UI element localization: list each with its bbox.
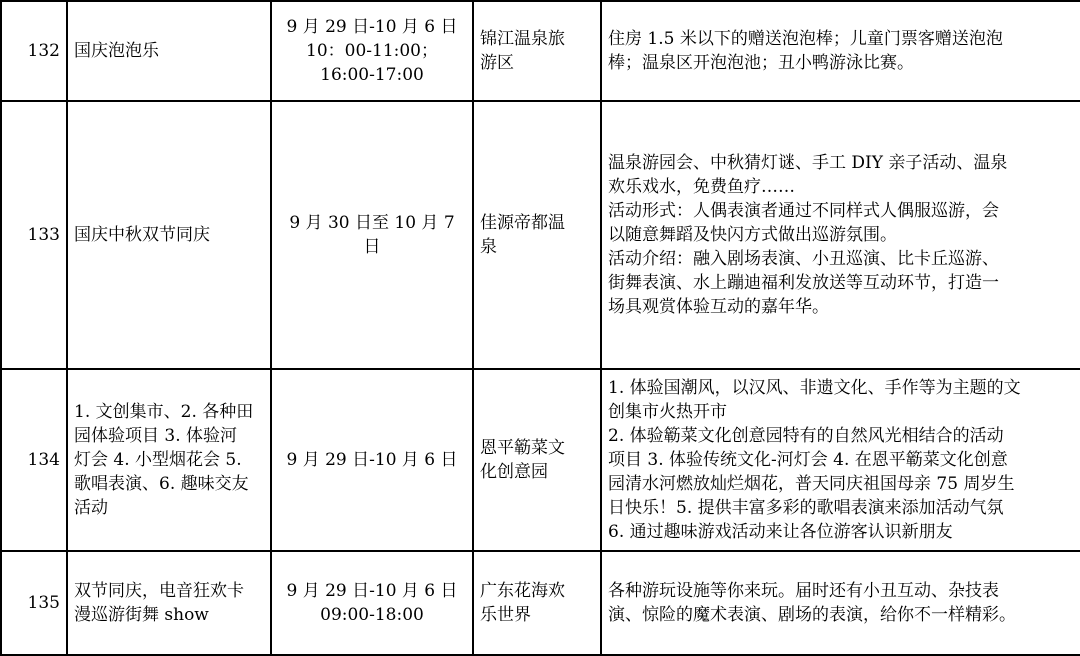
description-line: 场具观赏体验互动的嘉年华。 — [608, 297, 829, 317]
venue-cell — [473, 369, 601, 551]
table-row — [1, 1, 1080, 101]
venue-line: 化创意园 — [480, 462, 548, 482]
description-line: 项目 3. 体验传统文化-河灯会 4. 在恩平簕菜文化创意 — [608, 450, 1008, 470]
activity-name-line: 灯会 4. 小型烟花会 5. — [74, 450, 242, 470]
venue-cell — [473, 1, 601, 101]
activity-date-cell — [271, 551, 473, 655]
table-row — [1, 551, 1080, 655]
row-number: 134 — [27, 450, 60, 470]
activity-name-line: 活动 — [74, 498, 108, 518]
activity-date-line: 9 月 29 日-10 月 6 日 — [286, 581, 458, 601]
activity-name-line: 双节同庆，电音狂欢卡 — [74, 581, 244, 601]
activity-name-cell — [67, 551, 271, 655]
table-body — [1, 1, 1080, 655]
venue-line: 游区 — [480, 53, 514, 73]
description-cell — [601, 1, 1080, 101]
activity-name-line: 国庆中秋双节同庆 — [74, 225, 210, 245]
activity-name-line: 1. 文创集市、2. 各种田 — [74, 402, 254, 422]
description-line: 6. 通过趣味游戏活动来让各位游客认识新朋友 — [608, 522, 953, 542]
description-line: 欢乐戏水，免费鱼疗…… — [608, 177, 795, 197]
description-cell — [601, 551, 1080, 655]
description-line: 活动介绍：融入剧场表演、小丑巡演、比卡丘巡游、 — [608, 249, 999, 269]
activity-name-cell — [67, 369, 271, 551]
description-line: 园清水河燃放灿烂烟花，普天同庆祖国母亲 75 周岁生 — [608, 474, 1015, 494]
table-row — [1, 369, 1080, 551]
row-number-cell — [1, 101, 67, 369]
venue-line: 泉 — [480, 237, 497, 257]
description-line: 住房 1.5 米以下的赠送泡泡棒；儿童门票客赠送泡泡 — [608, 29, 1003, 49]
description-cell — [601, 369, 1080, 551]
row-number: 132 — [27, 41, 60, 61]
table-row — [1, 101, 1080, 369]
activity-date-line: 16:00-17:00 — [320, 65, 424, 85]
activity-name-line: 园体验项目 3. 体验河 — [74, 426, 238, 446]
activity-name-line: 漫巡游街舞 show — [74, 605, 209, 625]
activity-date-cell — [271, 101, 473, 369]
description-line: 各种游玩设施等你来玩。届时还有小丑互动、杂技表 — [608, 581, 999, 601]
activity-name-line: 国庆泡泡乐 — [74, 41, 159, 61]
activity-name-cell — [67, 1, 271, 101]
row-number-cell — [1, 369, 67, 551]
activity-date-line: 10：00-11:00； — [306, 41, 438, 61]
row-number-cell — [1, 1, 67, 101]
venue-line: 乐世界 — [480, 605, 531, 625]
activity-date-line: 09:00-18:00 — [320, 605, 424, 625]
row-number: 133 — [27, 225, 60, 245]
activity-date-line: 9 月 29 日-10 月 6 日 — [286, 17, 458, 37]
activity-name-cell — [67, 101, 271, 369]
row-number-cell — [1, 551, 67, 655]
activity-date-line: 9 月 29 日-10 月 6 日 — [286, 450, 458, 470]
description-line: 演、惊险的魔术表演、剧场的表演，给你不一样精彩。 — [608, 605, 1016, 625]
venue-line: 广东花海欢 — [480, 581, 565, 601]
venue-line: 佳源帝都温 — [480, 213, 565, 233]
description-line: 日快乐！5. 提供丰富多彩的歌唱表演来添加活动气氛 — [608, 498, 1004, 518]
description-cell — [601, 101, 1080, 369]
venue-line: 恩平簕菜文 — [480, 438, 565, 458]
venue-cell — [473, 551, 601, 655]
activity-date-line: 9 月 30 日至 10 月 7 — [289, 213, 455, 233]
venue-cell — [473, 101, 601, 369]
description-line: 以随意舞蹈及快闪方式做出巡游氛围。 — [608, 225, 897, 245]
description-line: 创集市火热开市 — [608, 402, 727, 422]
description-line: 1. 体验国潮风，以汉风、非遗文化、手作等为主题的文 — [608, 378, 1021, 398]
activity-name-line: 歌唱表演、6. 趣味交友 — [74, 474, 249, 494]
activity-date-cell — [271, 369, 473, 551]
description-line: 温泉游园会、中秋猜灯谜、手工 DIY 亲子活动、温泉 — [608, 153, 1008, 173]
row-number: 135 — [27, 593, 60, 613]
activity-date-line: 日 — [363, 237, 381, 257]
description-line: 2. 体验簕菜文化创意园特有的自然风光相结合的活动 — [608, 426, 1004, 446]
description-line: 活动形式：人偶表演者通过不同样式人偶服巡游，会 — [608, 201, 999, 221]
venue-line: 锦江温泉旅 — [480, 29, 565, 49]
description-line: 棒；温泉区开泡泡池；丑小鸭游泳比赛。 — [608, 53, 914, 73]
activity-date-cell — [271, 1, 473, 101]
description-line: 街舞表演、水上蹦迪福利发放送等互动环节，打造一 — [608, 273, 999, 293]
